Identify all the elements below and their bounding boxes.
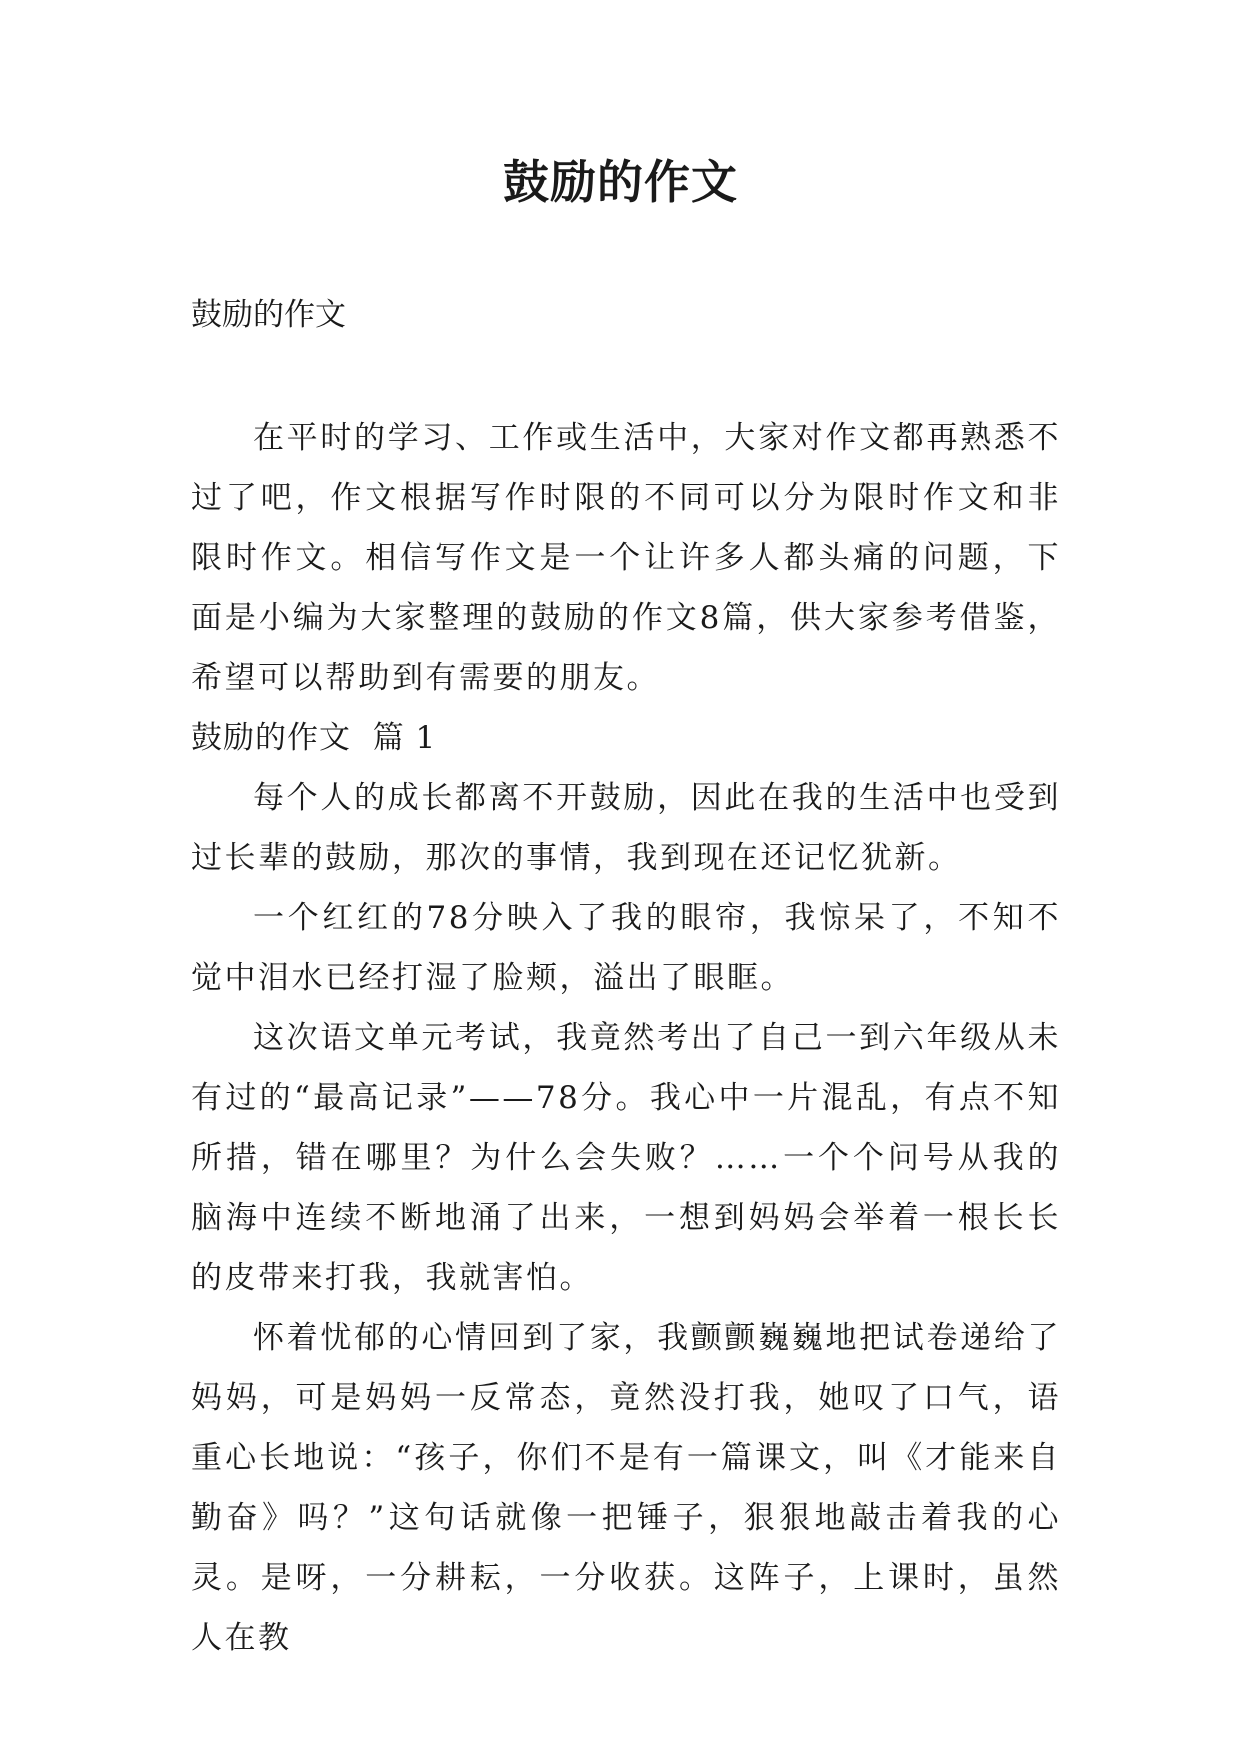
body-paragraph: 每个人的成长都离不开鼓励，因此在我的生活中也受到过长辈的鼓励，那次的事情，我到现在还记忆犹新。 [191, 780, 1061, 876]
body-paragraph: 这次语文单元考试，我竟然考出了自己一到六年级从未有过的“最高记录”——78分。我心中一片混乱，有点不知所措，错在哪里？为什么会失败？……一个个问号从我的脑海中连续不断地涌了出来，一想到妈妈会举着一根长长的皮带来打我，我就害怕。 [191, 1020, 1061, 1296]
body-paragraph: 一个红红的78分映入了我的眼帘，我惊呆了，不知不觉中泪水已经打湿了脸颊，溢出了眼眶。 [191, 900, 1061, 996]
section-heading: 鼓励的作文 篇 1 [191, 720, 437, 756]
document-body [191, 408, 1061, 1668]
intro-paragraph: 在平时的学习、工作或生活中，大家对作文都再熟悉不过了吧，作文根据写作时限的不同可以分为限时作文和非限时作文。相信写作文是一个让许多人都头痛的问题，下面是小编为大家整理的鼓励的作文8篇，供大家参考借鉴，希望可以帮助到有需要的朋友。 [191, 420, 1061, 696]
document-title: 鼓励的作文 [503, 155, 738, 209]
body-paragraph: 怀着忧郁的心情回到了家，我颤颤巍巍地把试卷递给了妈妈，可是妈妈一反常态，竟然没打我，她叹了口气，语重心长地说：“孩子，你们不是有一篇课文，叫《才能来自勤奋》吗？”这句话就像一把锤子，狠狠地敲击着我的心灵。是呀，一分耕耘，一分收获。这阵子，上课时，虽然人在教 [191, 1320, 1061, 1656]
document-subtitle: 鼓励的作文 [191, 297, 346, 333]
